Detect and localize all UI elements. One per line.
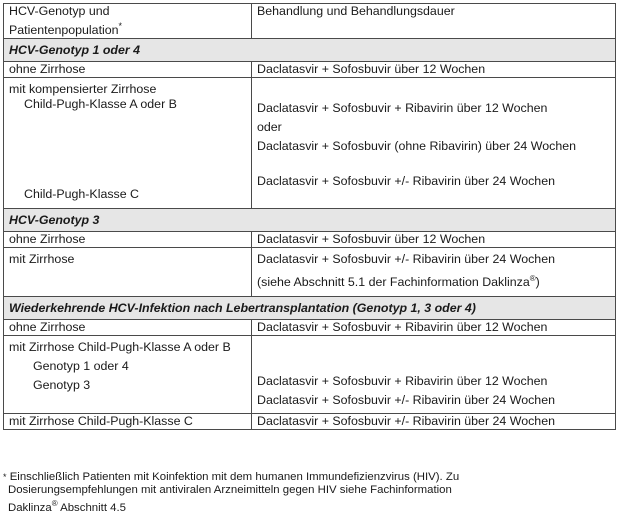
treatment-cell: Daclatasvir + Sofosbuvir über 12 Wochen	[252, 62, 616, 78]
table-row	[4, 62, 616, 78]
table-header-row	[4, 4, 616, 39]
section-title: Wiederkehrende HCV-Infektion nach Lebertransplantation (Genotyp 1, 3 oder 4)	[4, 297, 616, 320]
treatment-cell: Daclatasvir + Sofosbuvir + Ribavirin über 12 Wochen	[252, 320, 616, 336]
population-subgroup: Child-Pugh-Klasse C	[24, 187, 140, 202]
treatment-line: Daclatasvir + Sofosbuvir +/- Ribavirin über 24 Wochen	[257, 252, 555, 267]
registered-mark: ®	[529, 274, 536, 284]
treatment-cell	[252, 336, 616, 414]
treatment-cell: Daclatasvir + Sofosbuvir über 12 Wochen	[252, 232, 616, 248]
footnote	[3, 471, 608, 515]
treatment-line: Daclatasvir + Sofosbuvir +/- Ribavirin über 24 Wochen	[257, 174, 555, 189]
section-row-genotype-1-4	[4, 39, 616, 62]
treatment-cell	[252, 248, 616, 297]
table-row	[4, 248, 616, 297]
table-row	[4, 320, 616, 336]
table-row	[4, 232, 616, 248]
treatment-cell: Daclatasvir + Sofosbuvir +/- Ribavirin über 24 Wochen	[252, 414, 616, 430]
dosage-table	[3, 3, 616, 430]
footnote-line1: Einschließlich Patienten mit Koinfektion mit dem humanen Immundefizienzvirus (HIV). Zu	[9, 471, 460, 483]
header-population-line1: HCV-Genotyp und	[9, 4, 110, 18]
population-cell: ohne Zirrhose	[4, 232, 252, 248]
footnote-mark: *	[3, 472, 7, 482]
population-cell: ohne Zirrhose	[4, 320, 252, 336]
dosage-table-container	[3, 3, 615, 430]
table-row	[4, 336, 616, 414]
population-cell: mit Zirrhose	[4, 248, 252, 297]
table-row	[4, 414, 616, 430]
header-population-line2: Patientenpopulation	[9, 23, 119, 38]
treatment-cell	[252, 78, 616, 209]
population-subgroup: Genotyp 3	[33, 378, 91, 393]
population-subgroup: Child-Pugh-Klasse A oder B	[24, 97, 177, 112]
population-heading: mit kompensierter Zirrhose	[9, 82, 157, 97]
footnote-line3-end: Abschnitt 4.5	[57, 501, 126, 514]
section-row-liver-transplant	[4, 297, 616, 320]
population-subgroup: Genotyp 1 oder 4	[33, 359, 129, 374]
treatment-line: Daclatasvir + Sofosbuvir + Ribavirin über 12 Wochen	[257, 101, 548, 116]
footnote-line2: Dosierungsempfehlungen mit antiviralen Arzneimitteln gegen HIV siehe Fachinformation	[8, 484, 452, 496]
treatment-reference: (siehe Abschnitt 5.1 der Fachinformation Daklinza	[257, 275, 530, 290]
treatment-line: Daclatasvir + Sofosbuvir + Ribavirin über 12 Wochen	[257, 374, 548, 389]
section-title: HCV-Genotyp 1 oder 4	[4, 39, 616, 62]
treatment-line: Daclatasvir + Sofosbuvir (ohne Ribavirin) über 24 Wochen	[257, 139, 576, 154]
population-heading: mit Zirrhose Child-Pugh-Klasse A oder B	[9, 340, 231, 355]
header-footnote-mark: *	[118, 21, 123, 31]
population-cell	[4, 78, 252, 209]
header-population	[4, 4, 252, 39]
section-row-genotype-3	[4, 209, 616, 232]
footnote-line3: Daklinza	[8, 501, 52, 514]
section-title: HCV-Genotyp 3	[4, 209, 616, 232]
treatment-or: oder	[257, 120, 282, 135]
treatment-line: Daclatasvir + Sofosbuvir +/- Ribavirin über 24 Wochen	[257, 393, 555, 408]
table-row	[4, 78, 616, 209]
population-cell	[4, 336, 252, 414]
population-cell: mit Zirrhose Child-Pugh-Klasse C	[4, 414, 252, 430]
header-treatment-label: Behandlung und Behandlungsdauer	[257, 4, 455, 18]
population-cell: ohne Zirrhose	[4, 62, 252, 78]
header-treatment	[252, 4, 616, 39]
registered-mark: ®	[51, 499, 58, 508]
treatment-reference-end: )	[535, 275, 540, 290]
